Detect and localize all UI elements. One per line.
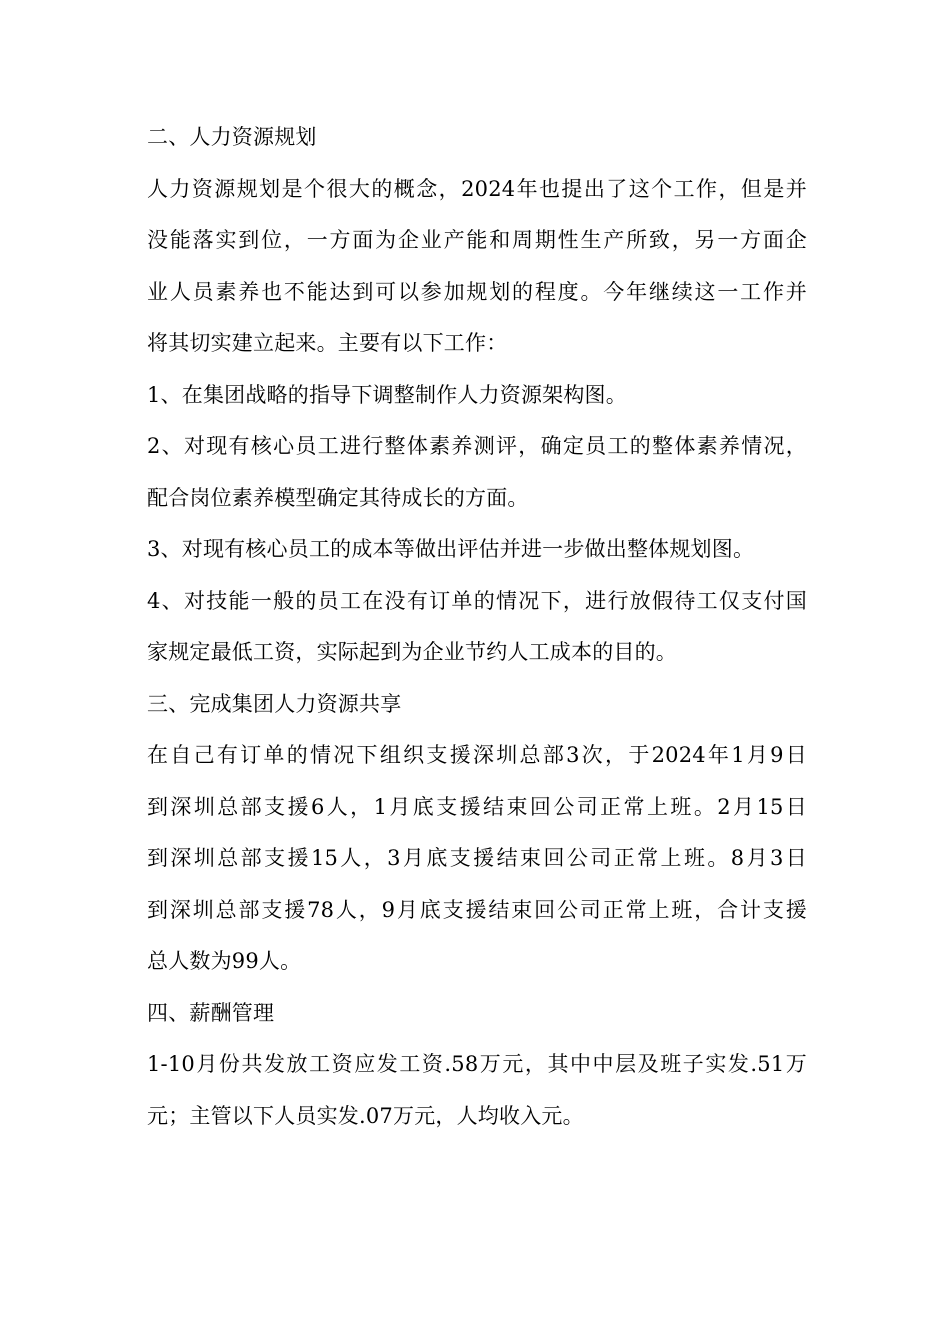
text-line: 元；主管以下人员实发.07万元，人均收入元。 [147,1103,584,1128]
text-line: 到深圳总部支援6人，1月底支援结束回公司正常上班。2月15日 [147,794,807,819]
text-line: 总人数为99人。 [147,949,302,973]
section-heading [147,988,807,1040]
text-line: 1、在集团战略的指导下调整制作人力资源架构图。 [147,382,627,407]
text-line: 二、人力资源规划 [147,125,317,149]
text-line: 3、对现有核心员工的成本等做出评估并进一步做出整体规划图。 [147,537,755,561]
document-body [147,112,807,1142]
list-item [147,576,807,679]
text-line: 四、薪酬管理 [147,1000,275,1025]
text-line: 三、完成集团人力资源共享 [147,691,402,716]
text-line: 1-10月份共发放工资应发工资.58万元，其中中层及班子实发.51万 [147,1052,807,1076]
list-item [147,524,807,576]
section-heading [147,679,807,731]
text-line: 2、对现有核心员工进行整体素养测评，确定员工的整体素养情况， [147,434,807,458]
text-line: 4、对技能一般的员工在没有订单的情况下，进行放假待工仅支付国 [147,588,807,613]
paragraph [147,730,807,988]
paragraph [147,1039,807,1142]
text-line: 人力资源规划是个很大的概念，2024年也提出了这个工作，但是并 [147,176,807,201]
section-heading [147,112,807,164]
list-item [147,370,807,422]
text-line: 在自己有订单的情况下组织支援深圳总部3次，于2024年1月9日 [147,743,807,767]
text-line: 配合岗位素养模型确定其待成长的方面。 [147,485,529,510]
text-line: 业人员素养也不能达到可以参加规划的程度。今年继续这一工作并 [147,279,807,304]
text-line: 到深圳总部支援15人，3月底支援结束回公司正常上班。8月3日 [147,846,807,870]
paragraph [147,164,807,370]
text-line: 家规定最低工资，实际起到为企业节约人工成本的目的。 [147,640,677,664]
text-line: 到深圳总部支援78人，9月底支援结束回公司正常上班，合计支援 [147,897,807,922]
text-line: 将其切实建立起来。主要有以下工作： [147,331,508,355]
list-item [147,421,807,524]
text-line: 没能落实到位，一方面为企业产能和周期性生产所致，另一方面企 [147,228,807,252]
